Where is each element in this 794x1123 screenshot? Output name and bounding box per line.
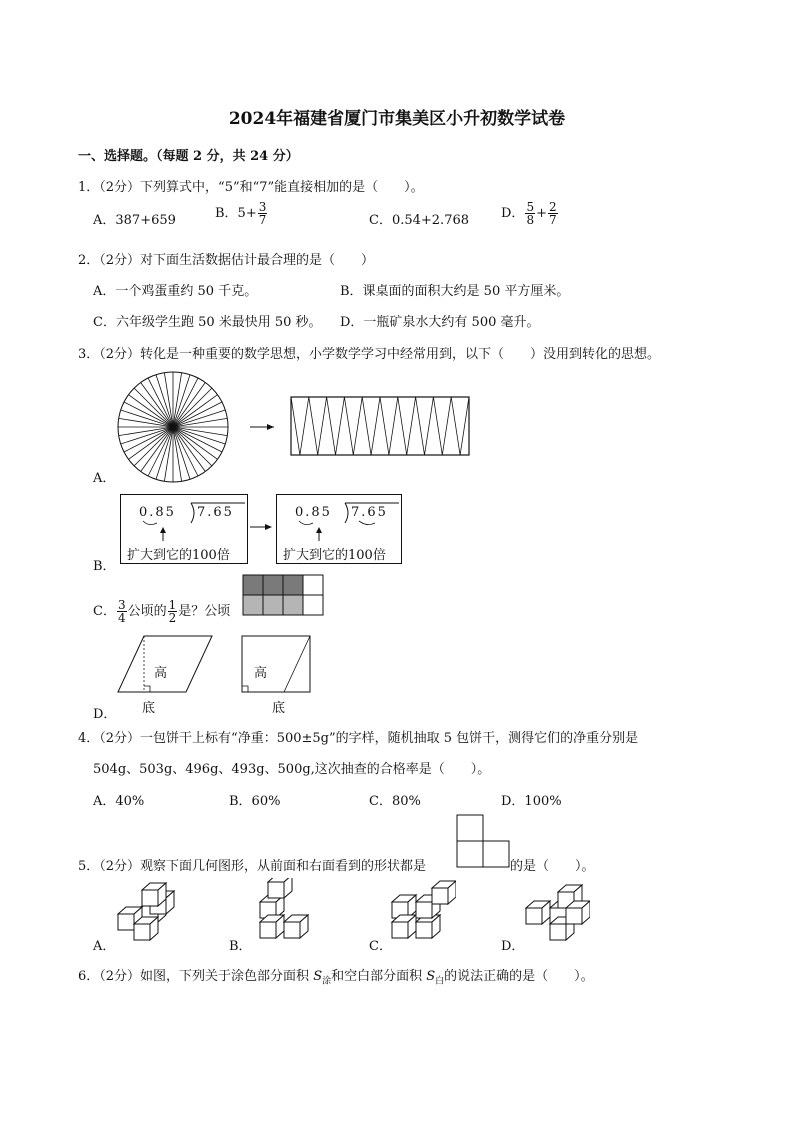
q4-option-b: B．60% [229, 794, 281, 809]
dividend: 7.65 [197, 505, 234, 520]
section-heading: 一、选择题。（每题 2 分，共 24 分） [78, 149, 299, 164]
q2-option-a: A．一个鸡蛋重约 50 千克。 [93, 284, 258, 299]
c-text-2: 是？公顷 [178, 604, 231, 619]
circle-spoke [134, 427, 173, 466]
cube [284, 915, 308, 938]
circle-spoke [173, 427, 217, 459]
cube [392, 915, 416, 938]
q3-option-b: B． [93, 559, 116, 574]
dividend: 7.65 [351, 505, 388, 520]
q1-option-b-prefix: B．5+ [215, 206, 257, 221]
q1-option-a: A．387+659 [93, 213, 176, 228]
q4-stem: 4．（2分）一包饼干上标有“净重：500±5g”的字样，随机抽取 5 包饼干，测得它们的净重分别是 [78, 731, 639, 746]
q5-option-c: C． [369, 939, 392, 954]
q4-stem-line2: 504g、503g、496g、493g、500g,这次抽查的合格率是（ ）。 [93, 762, 491, 777]
q4-option-d: D．100% [501, 794, 562, 809]
view-shape-figure [456, 814, 510, 868]
q6-stem-pre: 6．（2分）如图，下列关于涂色部分面积 [78, 969, 314, 984]
circle-spoke [141, 427, 173, 471]
q6-stem-mid: 和空白部分面积 [331, 969, 427, 984]
circle-spoke [173, 388, 212, 427]
circle-spoke [173, 410, 225, 427]
cube [260, 915, 284, 938]
circle-spoke [129, 395, 173, 427]
page-title: 2024年福建省厦门市集美区小升初数学试卷 [228, 109, 566, 129]
fraction: $\frac{2}{7}$ [548, 200, 557, 227]
cube [432, 881, 456, 904]
circle-spoke [173, 427, 225, 444]
q5-option-b: B． [229, 939, 252, 954]
area-subscript: 涂 [322, 976, 332, 987]
division-caption: 扩大到它的100倍 [283, 548, 386, 563]
q1-stem: 1．（2分）下列算式中，“5”和“7”能直接相加的是（ ）。 [78, 180, 424, 195]
cube-stack-c [390, 878, 456, 948]
circle-spoke [121, 410, 173, 427]
q3-option-c-label: C． [93, 604, 116, 619]
division-box-right [276, 494, 402, 564]
fraction: $\frac{5}{8}$ [526, 200, 535, 227]
cube-stack-a [116, 878, 182, 948]
cube [268, 878, 292, 898]
circle-spoke [121, 427, 173, 444]
shaded-grid [242, 574, 326, 618]
q3-option-a: A． [93, 471, 116, 486]
fraction: $\frac{3}{4}$ [117, 598, 126, 625]
circle-spoke [156, 375, 173, 427]
cube [566, 901, 590, 924]
q1-option-b [215, 201, 268, 226]
fraction: $\frac{3}{7}$ [258, 200, 267, 227]
q3-option-c [93, 599, 230, 624]
q6-stem [78, 965, 594, 987]
circle-spoke [173, 427, 190, 479]
fraction: $\frac{1}{2}$ [168, 598, 177, 625]
plus-sign: + [536, 206, 547, 221]
q1-option-d [501, 201, 559, 226]
parallelogram-figure [116, 634, 316, 694]
circle-spoke [129, 427, 173, 459]
q2-option-b: B．课桌面的面积大约是 50 平方厘米。 [340, 284, 570, 299]
q5-option-a: A． [93, 939, 116, 954]
cube [526, 901, 550, 924]
circle-spoke [173, 395, 217, 427]
q4-option-c: C．80% [369, 794, 421, 809]
q3-stem: 3．（2分）转化是一种重要的数学思想，小学数学学习中经常用到，以下（ ）没用到转化的思想。 [78, 347, 661, 362]
base-label: 底 [272, 701, 286, 716]
q2-option-d: D．一瓶矿泉水大约有 500 毫升。 [340, 315, 540, 330]
cube [134, 917, 158, 940]
division-box-left [120, 494, 248, 564]
circle-spoke [173, 375, 190, 427]
q4-option-a: A．40% [93, 794, 145, 809]
circle-spoke [173, 427, 212, 466]
q2-option-c: C．六年级学生跑 50 米最快用 50 秒。 [93, 315, 322, 330]
circle-spoke [134, 388, 173, 427]
c-text-1: 公顷的 [127, 604, 167, 619]
q6-stem-post: 的说法正确的是（ ）。 [444, 969, 594, 984]
circle-spoke [141, 383, 173, 427]
q2-stem: 2．（2分）对下面生活数据估计最合理的是（ ） [78, 253, 375, 268]
divisor: 0.85 [295, 505, 332, 520]
q1-option-d-prefix: D． [501, 206, 525, 221]
q5-stem-post: 的是（ ）。 [510, 859, 595, 874]
q1-option-c: C．0.54+2.768 [369, 213, 470, 228]
area-symbol: S [426, 969, 436, 984]
division-caption: 扩大到它的100倍 [127, 548, 230, 563]
circle-to-rectangle-figure [116, 370, 476, 488]
height-label: 高 [254, 666, 268, 681]
right-arrow-icon [250, 522, 274, 532]
q5-stem-pre: 5．（2分）观察下面几何图形，从前面和右面看到的形状都是 [78, 859, 427, 874]
area-symbol: S [313, 969, 323, 984]
base-label: 底 [142, 701, 156, 716]
area-subscript: 白 [435, 976, 445, 987]
divisor: 0.85 [139, 505, 176, 520]
height-label: 高 [154, 666, 168, 681]
cube-stack-b [250, 878, 316, 948]
circle-spoke [173, 427, 205, 471]
cube [142, 883, 166, 906]
cube-stack-d [524, 878, 590, 948]
q3-option-d: D． [93, 707, 117, 722]
q5-option-d: D． [501, 939, 525, 954]
circle-spoke [156, 427, 173, 479]
circle-spoke [173, 383, 205, 427]
